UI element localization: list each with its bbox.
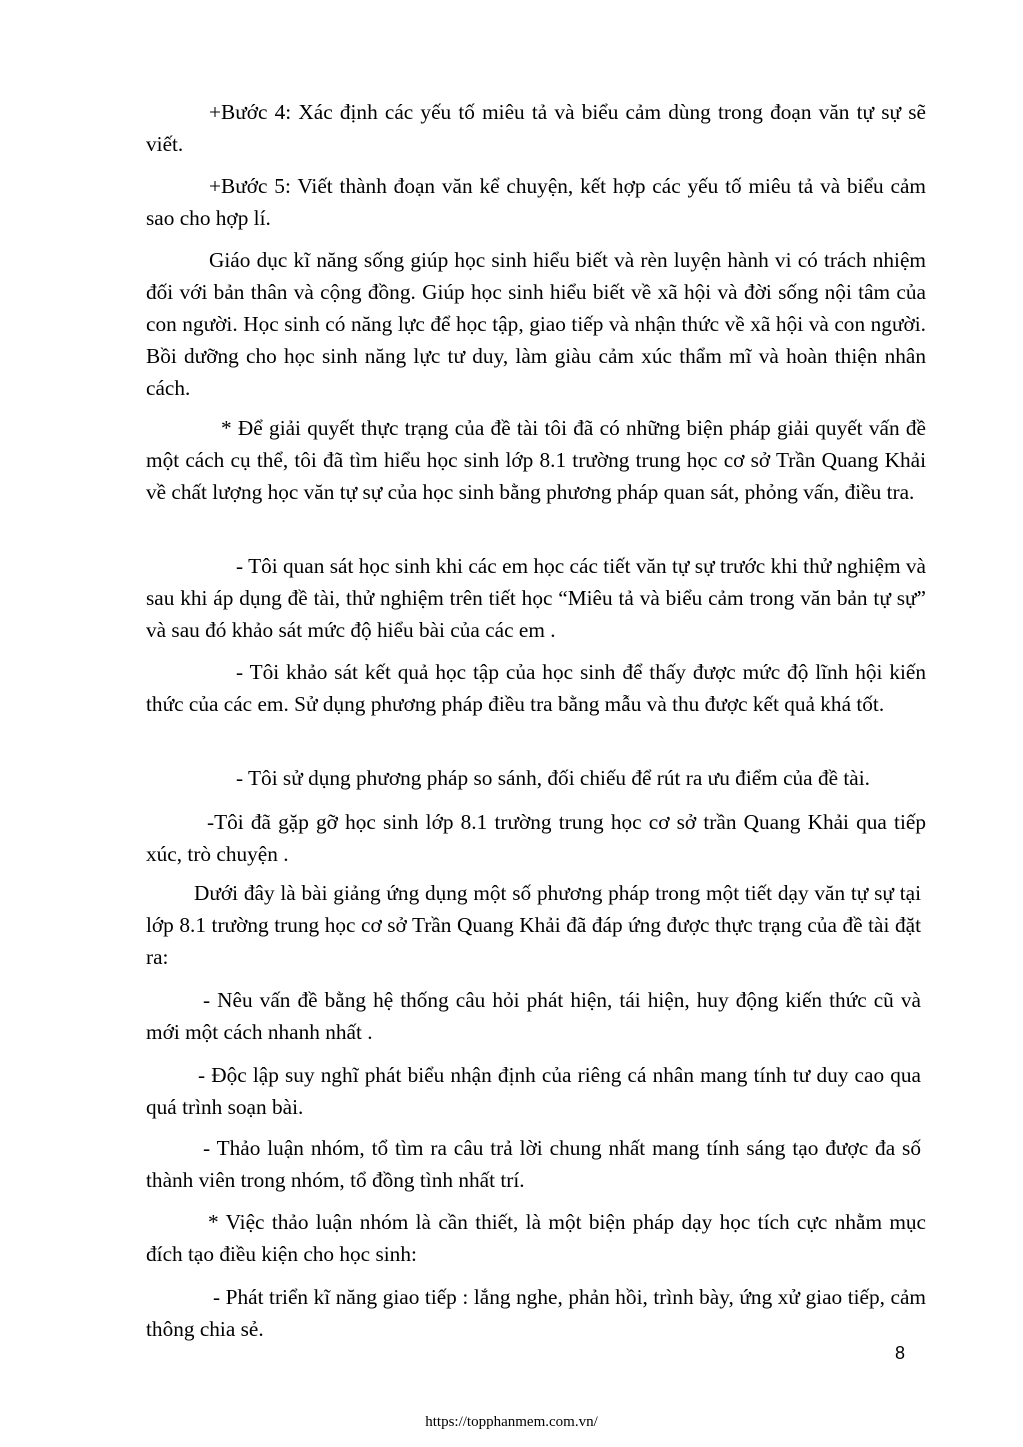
paragraph-step-4: +Bước 4: Xác định các yếu tố miêu tả và biểu cảm dùng trong đoạn văn tự sự sẽ viết. — [146, 100, 926, 156]
paragraph-communication-skills: - Phát triển kĩ năng giao tiếp : lắng nghe, phản hồi, trình bày, ứng xử giao tiếp, cảm thông chia sẻ. — [146, 1285, 926, 1341]
paragraph-survey: - Tôi khảo sát kết quả học tập của học sinh để thấy được mức độ lĩnh hội kiến thức của các em. Sử dụng phương pháp điều tra bằng mẫu và thu được kết quả khá tốt. — [146, 660, 926, 716]
page-number: 8 — [895, 1343, 906, 1363]
paragraph-lesson-intro: Dưới đây là bài giảng ứng dụng một số phương pháp trong một tiết dạy văn tự sự tại lớp 8.1 trường trung học cơ sở Trần Quang Khải đã đáp ứng được thực trạng của đề tài đặt ra: — [146, 881, 921, 969]
paragraph-discussion-benefit: * Việc thảo luận nhóm là cần thiết, là một biện pháp dạy học tích cực nhằm mục đích tạo điều kiện cho học sinh: — [146, 1210, 926, 1266]
paragraph-solution: * Để giải quyết thực trạng của đề tài tôi đã có những biện pháp giải quyết vấn đề một cách cụ thể, tôi đã tìm hiểu học sinh lớp 8.1 trường trung học cơ sở Trần Quang Khải về chất lượng học văn tự sự của học sinh bằng phương pháp quan sát, phỏng vấn, điều tra. — [146, 416, 926, 504]
footer-url[interactable]: https://topphanmem.com.vn/ — [425, 1414, 598, 1430]
paragraph-step-5: +Bước 5: Viết thành đoạn văn kể chuyện, kết hợp các yếu tố miêu tả và biểu cảm sao cho hợp lí. — [146, 174, 926, 230]
paragraph-question-system: - Nêu vấn đề bằng hệ thống câu hỏi phát hiện, tái hiện, huy động kiến thức cũ và mới một cách nhanh nhất . — [146, 988, 921, 1044]
paragraph-meeting: -Tôi đã gặp gỡ học sinh lớp 8.1 trường trung học cơ sở trần Quang Khải qua tiếp xúc, trò chuyện . — [146, 810, 926, 866]
paragraph-observation: - Tôi quan sát học sinh khi các em học các tiết văn tự sự trước khi thử nghiệm và sau khi áp dụng đề tài, thử nghiệm trên tiết học “Miêu tả và biểu cảm trong văn bản tự sự” và sau đó khảo sát mức độ hiểu bài của các em . — [146, 554, 926, 642]
paragraph-group-discussion: - Thảo luận nhóm, tổ tìm ra câu trả lời chung nhất mang tính sáng tạo được đa số thành viên trong nhóm, tổ đồng tình nhất trí. — [146, 1136, 921, 1192]
paragraph-life-skills: Giáo dục kĩ năng sống giúp học sinh hiểu biết và rèn luyện hành vi có trách nhiệm đối với bản thân và cộng đồng. Giúp học sinh hiểu biết về xã hội và đời sống nội tâm của con người. Học sinh có năng lực để học tập, giao tiếp và nhận thức về xã hội và con người. Bồi dưỡng cho học sinh năng lực tư duy, làm giàu cảm xúc thẩm mĩ và hoàn thiện nhân cách. — [146, 248, 926, 400]
paragraph-comparison: - Tôi sử dụng phương pháp so sánh, đối chiếu để rút ra ưu điểm của đề tài. — [236, 766, 870, 790]
paragraph-independent-thinking: - Độc lập suy nghĩ phát biểu nhận định của riêng cá nhân mang tính tư duy cao qua quá trình soạn bài. — [146, 1063, 921, 1119]
